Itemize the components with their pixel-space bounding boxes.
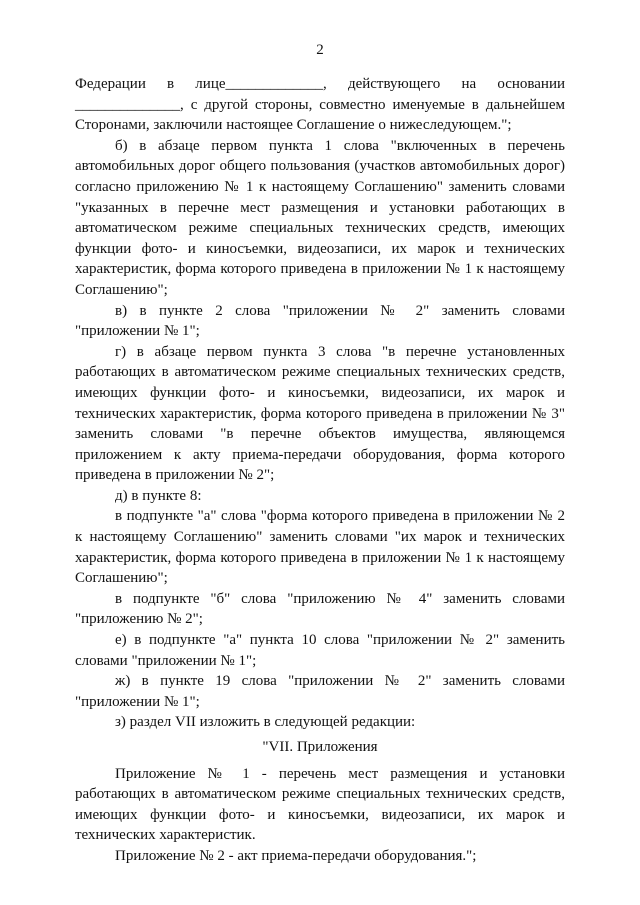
paragraph-preamble: Федерации в лице_____________, действующего на основании ______________, с другой стороны, совместно именуемые в дальнейшем Сторонами, заключили настоящее Соглашение о нижеследующем.";: [75, 76, 565, 134]
paragraph-b: б) в абзаце первом пункта 1 слова "включенных в перечень автомобильных дорог общего пользования (участков автомобильных дорог) согласно приложению № 1 к настоящему Соглашению" заменить словами "указанных в перечне мест размещения и установки работающих в автоматическом режиме специальных технических средств, имеющих функции фото- и киносъемки, видеозаписи, их марок и технических характеристик, форма которого приведена в приложении № 1 к настоящему Соглашению";: [75, 137, 565, 298]
paragraph-d: д) в пункте 8:: [115, 487, 202, 504]
paragraph-v: в) в пункте 2 слова "приложении № 2" заменить словами "приложении № 1";: [75, 302, 565, 340]
paragraph-d-sub-a: в подпункте "а" слова "форма которого приведена в приложении № 2 к настоящему Соглашению" заменить словами "их марок и технических характеристик, форма которого приведена в приложении № 1 к настоящему Соглашению";: [75, 508, 565, 587]
paragraph-d-sub-b: в подпункте "б" слова "приложению № 4" заменить словами "приложению № 2";: [75, 590, 565, 628]
document-body: [75, 74, 565, 867]
appendix-1-paragraph: Приложение № 1 - перечень мест размещения и установки работающих в автоматическом режиме специальных технических средств, имеющих функции фото- и киносъемки, видеозаписи, их марок и технических характеристик.: [75, 765, 565, 844]
paragraph-zh: ж) в пункте 19 слова "приложении № 2" заменить словами "приложении № 1";: [75, 673, 565, 710]
section-heading: "VII. Приложения: [262, 739, 378, 755]
paragraph-z: з) раздел VII изложить в следующей редакции:: [115, 714, 416, 731]
paragraph-e: е) в подпункте "а" пункта 10 слова "приложении № 2" заменить словами "приложении № 1";: [75, 632, 565, 669]
appendix-2-paragraph: Приложение № 2 - акт приема-передачи оборудования.";: [115, 847, 477, 864]
paragraph-g: г) в абзаце первом пункта 3 слова "в перечне установленных работающих в автоматическом режиме специальных технических средств, имеющих функции фото- и киносъемки, видеозаписи, их марок и технических характеристик, форма которого приведена в приложении № 3" заменить словами "в перечне объектов имущества, являющемся приложением к акту приема-передачи оборудования, форма которого приведена в приложении № 2";: [75, 343, 565, 484]
page-number: 2: [316, 42, 324, 58]
